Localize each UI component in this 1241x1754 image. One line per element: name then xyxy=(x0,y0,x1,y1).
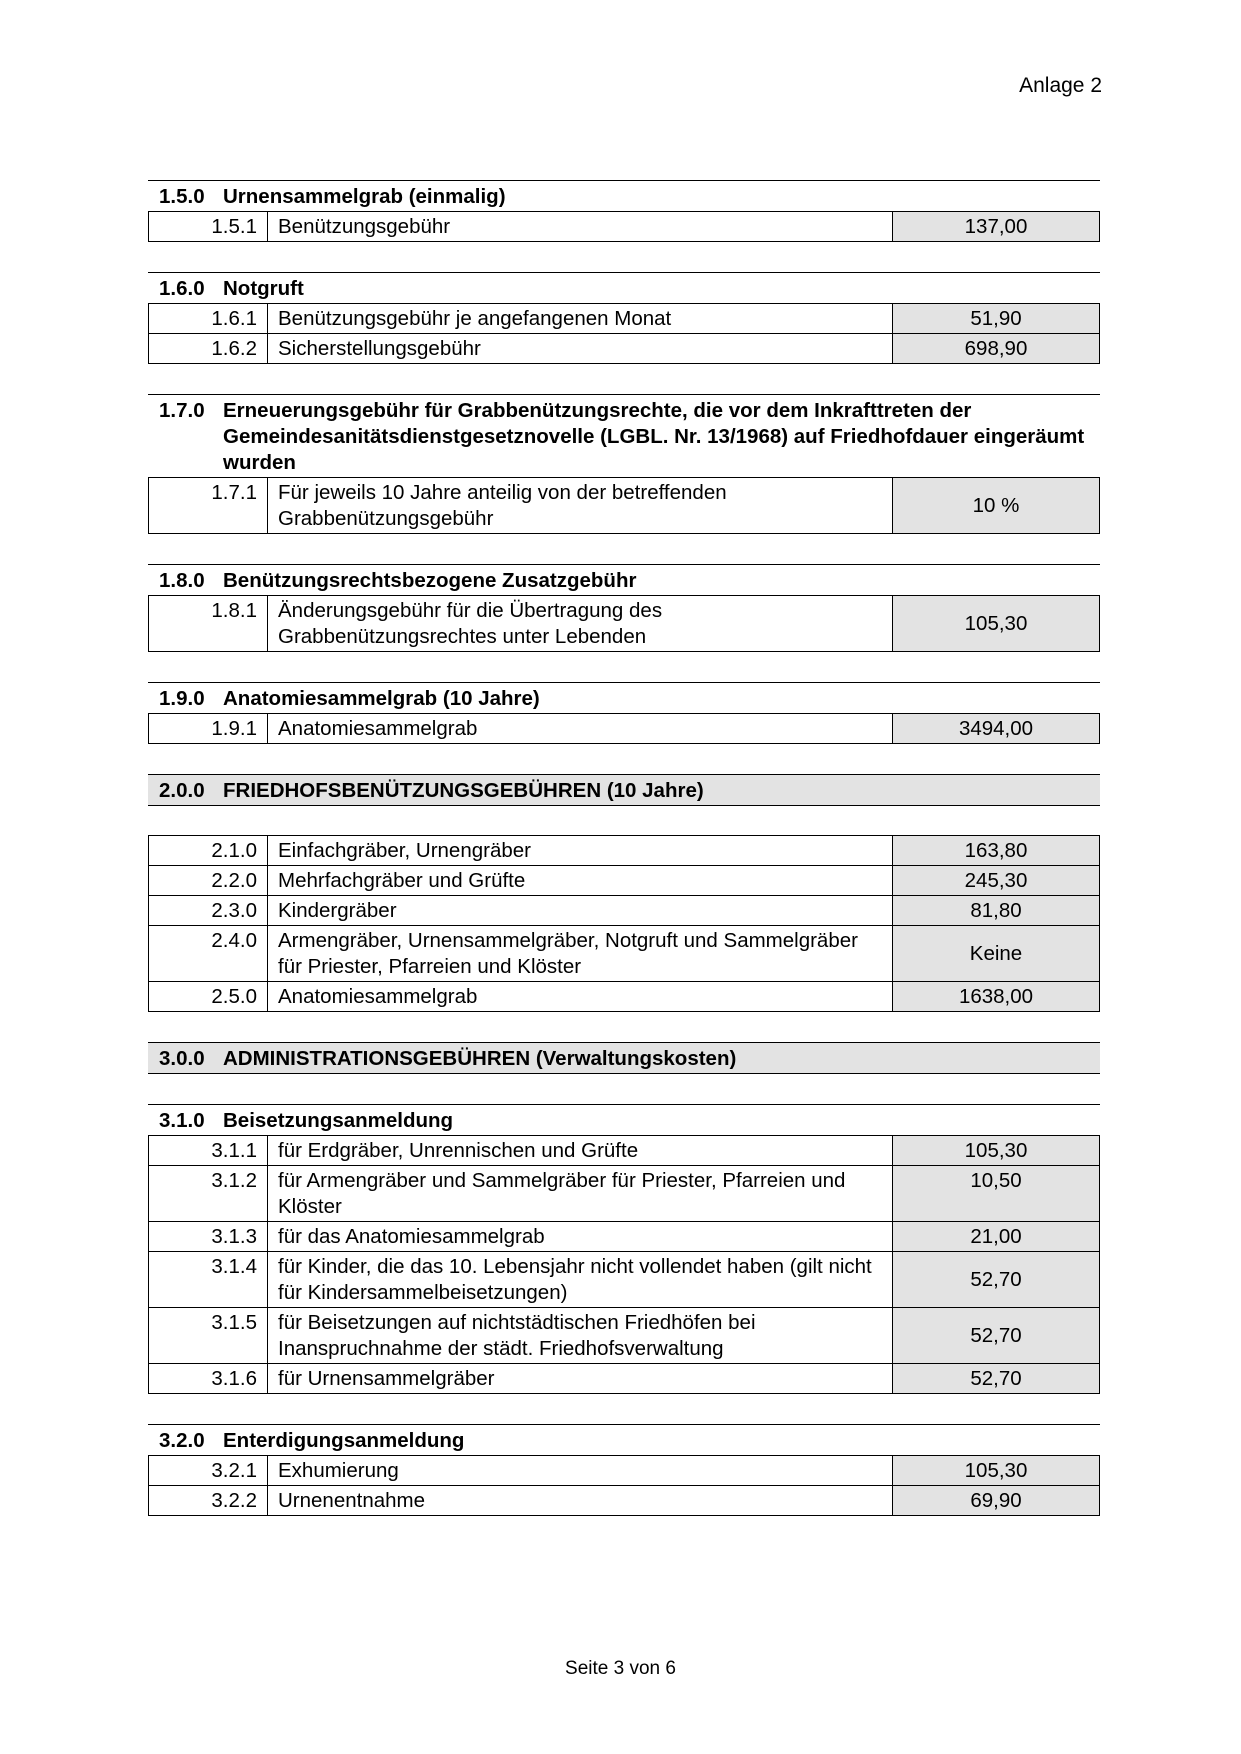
section-number: 1.7.0 xyxy=(159,399,205,422)
section-title: Urnensammelgrab (einmalig) xyxy=(223,185,506,208)
row-number: 2.5.0 xyxy=(149,982,268,1012)
row-number: 2.1.0 xyxy=(149,836,268,866)
row-number: 3.1.3 xyxy=(149,1222,268,1252)
row-number: 3.1.4 xyxy=(149,1252,268,1308)
table-row xyxy=(149,1166,1100,1222)
section-heading xyxy=(148,1424,1100,1455)
fee-table xyxy=(148,1455,1100,1516)
row-value: 52,70 xyxy=(893,1308,1100,1364)
row-number: 2.4.0 xyxy=(149,926,268,982)
row-value: 105,30 xyxy=(893,1456,1100,1486)
row-value: 52,70 xyxy=(893,1252,1100,1308)
fee-table xyxy=(148,713,1100,744)
row-description: Einfachgräber, Urnengräber xyxy=(268,836,893,866)
row-description: für Armengräber und Sammelgräber für Priester, Pfarreien und Klöster xyxy=(268,1166,893,1222)
fee-table xyxy=(148,595,1100,652)
table-row xyxy=(149,1364,1100,1394)
row-description: Sicherstellungsgebühr xyxy=(268,334,893,364)
row-number: 3.1.2 xyxy=(149,1166,268,1222)
section-heading xyxy=(148,1042,1100,1074)
table-row xyxy=(149,896,1100,926)
table-row xyxy=(149,1308,1100,1364)
row-value: 51,90 xyxy=(893,304,1100,334)
section-heading xyxy=(148,1104,1100,1135)
table-row xyxy=(149,982,1100,1012)
row-description: Armengräber, Urnensammelgräber, Notgruft und Sammelgräber für Priester, Pfarreien und Klöster xyxy=(268,926,893,982)
row-number: 1.5.1 xyxy=(149,212,268,242)
row-value: 105,30 xyxy=(893,596,1100,652)
row-value: 1638,00 xyxy=(893,982,1100,1012)
row-number: 3.1.1 xyxy=(149,1136,268,1166)
row-description: für Beisetzungen auf nichtstädtischen Friedhöfen bei Inanspruchnahme der städt. Friedhofsverwaltung xyxy=(268,1308,893,1364)
section-number: 1.6.0 xyxy=(159,277,205,300)
fee-table xyxy=(148,211,1100,242)
row-number: 1.7.1 xyxy=(149,478,268,534)
row-value: 137,00 xyxy=(893,212,1100,242)
section-1-6-0 xyxy=(148,272,1100,364)
section-title: Beisetzungsanmeldung xyxy=(223,1109,454,1132)
row-value: 52,70 xyxy=(893,1364,1100,1394)
fee-table xyxy=(148,303,1100,364)
row-number: 3.2.2 xyxy=(149,1486,268,1516)
row-description: Urnenentnahme xyxy=(268,1486,893,1516)
fee-table xyxy=(148,477,1100,534)
row-description: für Erdgräber, Unrennischen und Grüfte xyxy=(268,1136,893,1166)
section-number: 3.2.0 xyxy=(159,1429,205,1452)
fee-schedule xyxy=(148,180,1100,1546)
row-value: 10,50 xyxy=(893,1166,1100,1222)
table-row xyxy=(149,836,1100,866)
section-title: Notgruft xyxy=(223,277,304,300)
row-number: 1.9.1 xyxy=(149,714,268,744)
section-heading xyxy=(148,774,1100,806)
table-row xyxy=(149,304,1100,334)
row-value: 81,80 xyxy=(893,896,1100,926)
row-value: Keine xyxy=(893,926,1100,982)
row-description: Anatomiesammelgrab xyxy=(268,982,893,1012)
row-number: 3.1.6 xyxy=(149,1364,268,1394)
section-title: FRIEDHOFSBENÜTZUNGSGEBÜHREN (10 Jahre) xyxy=(223,779,704,802)
row-value: 3494,00 xyxy=(893,714,1100,744)
row-description: Änderungsgebühr für die Übertragung des Grabbenützungsrechtes unter Lebenden xyxy=(268,596,893,652)
row-description: Benützungsgebühr xyxy=(268,212,893,242)
table-row xyxy=(149,478,1100,534)
fee-table xyxy=(148,1135,1100,1394)
row-value: 21,00 xyxy=(893,1222,1100,1252)
section-number: 1.9.0 xyxy=(159,687,205,710)
table-row xyxy=(149,596,1100,652)
section-1-8-0 xyxy=(148,564,1100,652)
row-number: 3.2.1 xyxy=(149,1456,268,1486)
section-3-1-0 xyxy=(148,1104,1100,1394)
section-number: 1.5.0 xyxy=(159,185,205,208)
row-description: Benützungsgebühr je angefangenen Monat xyxy=(268,304,893,334)
row-value: 245,30 xyxy=(893,866,1100,896)
section-3-2-0 xyxy=(148,1424,1100,1516)
page-number: Seite 3 von 6 xyxy=(565,1658,676,1679)
row-description: Mehrfachgräber und Grüfte xyxy=(268,866,893,896)
section-1-5-0 xyxy=(148,180,1100,242)
section-title: Benützungsrechtsbezogene Zusatzgebühr xyxy=(223,569,637,592)
table-row xyxy=(149,926,1100,982)
table-row xyxy=(149,212,1100,242)
row-number: 1.6.1 xyxy=(149,304,268,334)
section-1-7-0 xyxy=(148,394,1100,534)
row-value: 69,90 xyxy=(893,1486,1100,1516)
section-number: 1.8.0 xyxy=(159,569,205,592)
table-row xyxy=(149,1252,1100,1308)
row-value: 163,80 xyxy=(893,836,1100,866)
row-number: 2.3.0 xyxy=(149,896,268,926)
section-heading xyxy=(148,272,1100,303)
table-row xyxy=(149,1486,1100,1516)
row-description: für Urnensammelgräber xyxy=(268,1364,893,1394)
table-row xyxy=(149,334,1100,364)
section-title: Erneuerungsgebühr für Grabbenützungsrechte, die vor dem Inkrafttreten der Gemeindesanitätsdienstgesetznovelle (LGBL. Nr. 13/1968) auf Friedhofdauer eingeräumt wurden xyxy=(223,399,1085,474)
section-title: ADMINISTRATIONSGEBÜHREN (Verwaltungskosten) xyxy=(223,1047,737,1070)
section-heading xyxy=(148,180,1100,211)
fee-table xyxy=(148,835,1100,1012)
row-description: Anatomiesammelgrab xyxy=(268,714,893,744)
section-1-9-0 xyxy=(148,682,1100,744)
table-row xyxy=(149,866,1100,896)
row-description: Exhumierung xyxy=(268,1456,893,1486)
annex-label: Anlage 2 xyxy=(1019,74,1102,97)
row-number: 1.6.2 xyxy=(149,334,268,364)
section-heading xyxy=(148,564,1100,595)
section-number: 2.0.0 xyxy=(159,779,205,802)
row-value: 105,30 xyxy=(893,1136,1100,1166)
row-value: 698,90 xyxy=(893,334,1100,364)
table-row xyxy=(149,1222,1100,1252)
row-number: 1.8.1 xyxy=(149,596,268,652)
section-number: 3.0.0 xyxy=(159,1047,205,1070)
section-3-0-0 xyxy=(148,1042,1100,1074)
row-description: Kindergräber xyxy=(268,896,893,926)
row-number: 2.2.0 xyxy=(149,866,268,896)
section-heading xyxy=(148,682,1100,713)
row-description: Für jeweils 10 Jahre anteilig von der betreffenden Grabbenützungsgebühr xyxy=(268,478,893,534)
table-row xyxy=(149,714,1100,744)
section-title: Enterdigungsanmeldung xyxy=(223,1429,465,1452)
row-description: für das Anatomiesammelgrab xyxy=(268,1222,893,1252)
row-description: für Kinder, die das 10. Lebensjahr nicht vollendet haben (gilt nicht für Kindersammelbeisetzungen) xyxy=(268,1252,893,1308)
table-row xyxy=(149,1456,1100,1486)
section-2-0-0 xyxy=(148,774,1100,1012)
row-number: 3.1.5 xyxy=(149,1308,268,1364)
section-heading xyxy=(148,394,1100,477)
row-value: 10 % xyxy=(893,478,1100,534)
section-number: 3.1.0 xyxy=(159,1109,205,1132)
section-title: Anatomiesammelgrab (10 Jahre) xyxy=(223,687,540,710)
table-row xyxy=(149,1136,1100,1166)
